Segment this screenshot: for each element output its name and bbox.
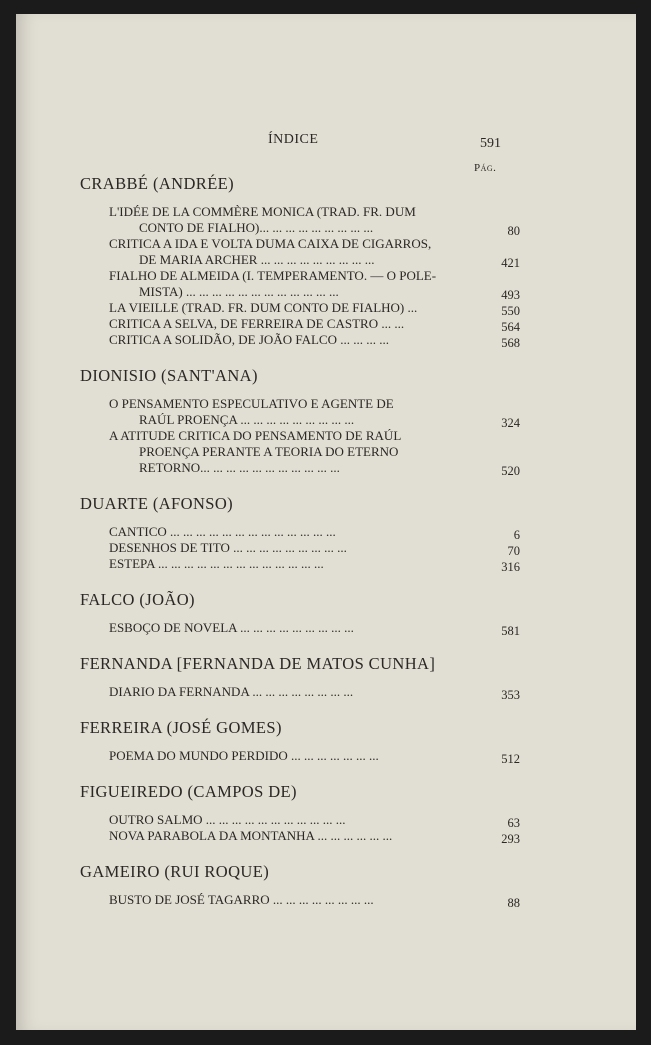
index-entry bbox=[80, 828, 520, 844]
entry-title-line: ESTEPA ... ... ... ... ... ... ... ... ... ... ... ... ... bbox=[109, 556, 324, 571]
entry-page-number: 520 bbox=[501, 464, 520, 478]
author-heading: FERNANDA [FERNANDA DE MATOS CUNHA] bbox=[80, 654, 436, 673]
index-entry bbox=[80, 748, 520, 764]
author-heading: CRABBÉ (ANDRÉE) bbox=[80, 174, 235, 193]
index-entry bbox=[80, 892, 520, 908]
entry-page-number: 80 bbox=[507, 224, 520, 238]
entry-page-number: 70 bbox=[507, 544, 520, 558]
index-entry bbox=[80, 812, 520, 828]
entry-title-line: A ATITUDE CRITICA DO PENSAMENTO DE RAÚL bbox=[109, 428, 402, 443]
entry-title-line: RETORNO... ... ... ... ... ... ... ... ... ... ... bbox=[139, 460, 340, 475]
entry-page-number: 512 bbox=[501, 752, 520, 766]
index-entry bbox=[80, 332, 520, 348]
entry-title-line: CANTICO ... ... ... ... ... ... ... ... ... ... ... ... ... bbox=[109, 524, 336, 539]
book-page bbox=[16, 14, 636, 1030]
entry-title-line: CONTO DE FIALHO)... ... ... ... ... ... ... ... ... bbox=[139, 220, 374, 235]
entry-title-line: DE MARIA ARCHER ... ... ... ... ... ... ... ... ... bbox=[139, 252, 375, 267]
index-entry bbox=[80, 300, 520, 316]
index-entry bbox=[80, 236, 520, 268]
author-heading: FALCO (JOÃO) bbox=[80, 590, 195, 609]
page-number: 591 bbox=[480, 136, 501, 151]
entry-title-line: NOVA PARABOLA DA MONTANHA ... ... ... ... ... ... bbox=[109, 828, 393, 843]
index-entry bbox=[80, 524, 520, 540]
entry-page-number: 564 bbox=[501, 320, 520, 334]
entry-title-line: POEMA DO MUNDO PERDIDO ... ... ... ... ... ... ... bbox=[109, 748, 379, 763]
entry-page-number: 421 bbox=[501, 256, 520, 270]
index-entry bbox=[80, 268, 520, 300]
author-heading: DUARTE (AFONSO) bbox=[80, 494, 234, 513]
entry-title-line: PROENÇA PERANTE A TEORIA DO ETERNO bbox=[139, 444, 399, 459]
author-heading: DIONISIO (SANT'ANA) bbox=[80, 366, 258, 385]
entry-title-line: OUTRO SALMO ... ... ... ... ... ... ... ... ... ... ... bbox=[109, 812, 346, 827]
entry-page-number: 493 bbox=[501, 288, 520, 302]
entry-title-line: DESENHOS DE TITO ... ... ... ... ... ... ... ... ... bbox=[109, 540, 347, 555]
author-heading: FIGUEIREDO (CAMPOS DE) bbox=[80, 782, 297, 801]
entry-page-number: 63 bbox=[507, 816, 520, 830]
entry-page-number: 581 bbox=[501, 624, 520, 638]
index-entry bbox=[80, 620, 520, 636]
entry-page-number: 88 bbox=[507, 896, 520, 910]
entry-page-number: 353 bbox=[501, 688, 520, 702]
entry-page-number: 6 bbox=[513, 528, 520, 542]
entry-title-line: RAÚL PROENÇA ... ... ... ... ... ... ... ... ... bbox=[139, 412, 355, 427]
entry-page-number: 550 bbox=[501, 304, 520, 318]
index-entry bbox=[80, 428, 520, 476]
page-title: ÍNDICE bbox=[268, 132, 319, 147]
entry-title-line: DIARIO DA FERNANDA ... ... ... ... ... ... ... ... bbox=[109, 684, 354, 699]
entry-title-line: CRITICA A IDA E VOLTA DUMA CAIXA DE CIGARROS, bbox=[109, 236, 432, 251]
entry-page-number: 568 bbox=[501, 336, 520, 350]
index-entry bbox=[80, 556, 520, 572]
entry-title-line: MISTA) ... ... ... ... ... ... ... ... ... ... ... ... bbox=[139, 284, 339, 299]
index-entry bbox=[80, 540, 520, 556]
entry-title-line: L'IDÉE DE LA COMMÈRE MONICA (TRAD. FR. DUM bbox=[109, 204, 416, 219]
entry-title-line: BUSTO DE JOSÉ TAGARRO ... ... ... ... ... ... ... ... bbox=[109, 892, 374, 907]
entry-title-line: LA VIEILLE (TRAD. FR. DUM CONTO DE FIALHO) ... bbox=[109, 300, 418, 315]
index-entry bbox=[80, 316, 520, 332]
entry-title-line: CRITICA A SOLIDÃO, DE JOÃO FALCO ... ... ... ... bbox=[109, 332, 389, 347]
entry-title-line: ESBOÇO DE NOVELA ... ... ... ... ... ... ... ... ... bbox=[109, 620, 354, 635]
index-entry bbox=[80, 684, 520, 700]
index-entry bbox=[80, 204, 520, 236]
entry-title-line: O PENSAMENTO ESPECULATIVO E AGENTE DE bbox=[109, 396, 394, 411]
author-heading: GAMEIRO (RUI ROQUE) bbox=[80, 862, 270, 881]
entry-title-line: FIALHO DE ALMEIDA (I. TEMPERAMENTO. — O POLE- bbox=[109, 268, 437, 283]
author-heading: FERREIRA (JOSÉ GOMES) bbox=[80, 718, 282, 737]
entry-page-number: 293 bbox=[501, 832, 520, 846]
entry-page-number: 316 bbox=[501, 560, 520, 574]
entry-title-line: CRITICA A SELVA, DE FERREIRA DE CASTRO ... ... bbox=[109, 316, 405, 331]
index-list bbox=[80, 174, 520, 908]
index-entry bbox=[80, 396, 520, 428]
pag-column-label: Pág. bbox=[474, 162, 497, 174]
entry-page-number: 324 bbox=[501, 416, 520, 430]
